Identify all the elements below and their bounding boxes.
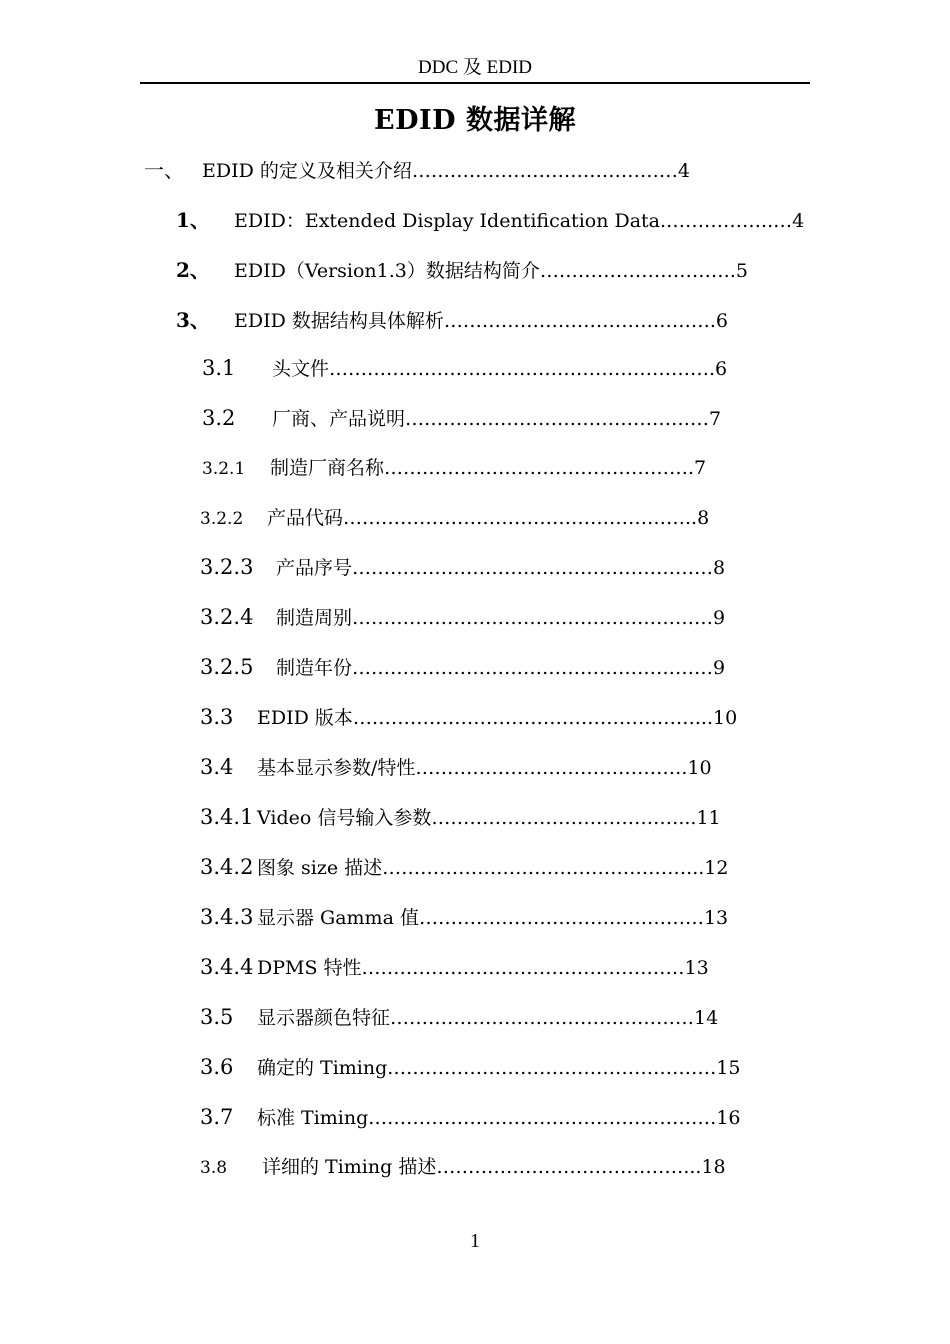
toc-entry[interactable]: [200, 506, 709, 531]
toc-entry-number: 3.2.5: [200, 655, 254, 679]
toc-entry-text: 详细的 Timing 描述…………………………………...18: [262, 1156, 726, 1178]
toc-entry-text: 图象 size 描述…………………………………………...12: [257, 857, 729, 879]
toc-entry-text: 厂商、产品说明…………………………………………7: [272, 408, 722, 430]
toc-entry-number: 3.7: [200, 1105, 234, 1129]
toc-entry-number: 3.4.4: [200, 955, 254, 979]
toc-entry[interactable]: [200, 1105, 741, 1130]
toc-entry-number: 3.4.1: [200, 805, 254, 829]
toc-entry[interactable]: [200, 1155, 726, 1180]
toc-entry-text: EDID 版本………………………………………………...10: [257, 707, 738, 729]
toc-entry-number: 3.2: [202, 406, 236, 430]
toc-entry-number: 3.2.3: [200, 555, 254, 579]
toc-entry-text: 产品序号…………………………………………………8: [276, 557, 726, 579]
toc-entry[interactable]: [202, 456, 706, 481]
toc-entry[interactable]: [202, 356, 727, 381]
toc-entry-text: 基本显示参数/特性…………………………………….10: [257, 757, 712, 779]
toc-entry-number: 3.4: [200, 755, 234, 779]
toc-entry-text: 制造年份…………………………………………………9: [276, 657, 726, 679]
toc-entry[interactable]: [144, 158, 690, 183]
toc-entry-number: 1、: [176, 208, 210, 232]
toc-entry-number: 3.6: [200, 1055, 234, 1079]
toc-entry-text: 确定的 Timing.……………………………………………15: [257, 1057, 741, 1079]
toc-entry-number: 3.4.2: [200, 855, 254, 879]
toc-entry-number: 3.1: [202, 356, 236, 380]
toc-entry[interactable]: [200, 705, 737, 730]
toc-entry-text: EDID 数据结构具体解析…………………………………….6: [234, 310, 729, 332]
toc-entry[interactable]: [202, 406, 721, 431]
toc-entry-number: 3.8: [200, 1158, 228, 1178]
toc-entry[interactable]: [200, 1055, 741, 1080]
toc-entry-number: 3.2.1: [202, 459, 246, 479]
toc-entry-text: 显示器 Gamma 值………………………………………13: [257, 907, 729, 929]
toc-entry-number: 3.3: [200, 705, 234, 729]
toc-entry[interactable]: [200, 605, 725, 630]
toc-entry-number: 2、: [176, 258, 210, 282]
toc-entry-text: EDID：Extended Display Identification Data.……………..…4: [234, 210, 805, 232]
toc-entry-text: 制造厂商名称………………………………………….7: [270, 457, 707, 479]
toc-entry[interactable]: [200, 905, 728, 930]
toc-entry-text: DPMS 特性……………………………………………13: [257, 957, 709, 979]
toc-entry[interactable]: [200, 955, 709, 980]
toc-entry-number: 3.2.2: [200, 509, 244, 529]
toc-entry-text: 制造周别…………………………………………………9: [276, 607, 726, 629]
toc-entry[interactable]: [200, 755, 712, 780]
toc-entry-text: EDID（Version1.3）数据结构简介………………………….5: [234, 260, 748, 282]
toc-entry[interactable]: [176, 208, 804, 233]
header-text: DDC 及 EDID: [418, 57, 532, 78]
toc-entry[interactable]: [176, 258, 748, 283]
toc-entry-text: EDID 的定义及相关介绍……………………………………4: [202, 160, 690, 182]
document-title: EDID 数据详解: [374, 105, 576, 136]
toc-entry-text: 标准 Timing.………………………………………………16: [257, 1107, 741, 1129]
toc-entry-text: 头文件…………………………………………………….6: [272, 358, 728, 380]
toc-entry-text: 显示器颜色特征…………………………………………14: [257, 1007, 719, 1029]
toc-entry-number: 3、: [176, 308, 210, 332]
toc-entry-number: 一、: [144, 158, 184, 182]
toc-entry[interactable]: [200, 655, 725, 680]
toc-entry[interactable]: [176, 308, 728, 333]
page-number: 1: [470, 1230, 480, 1252]
header-divider: [140, 82, 810, 84]
toc-entry-text: Video 信号输入参数…………………………………...11: [257, 807, 721, 829]
toc-entry-number: 3.4.3: [200, 905, 254, 929]
toc-entry-number: 3.5: [200, 1005, 234, 1029]
toc-entry[interactable]: [200, 855, 728, 880]
toc-entry[interactable]: [200, 1005, 718, 1030]
toc-entry[interactable]: [200, 555, 725, 580]
toc-entry-text: 产品代码………………………………………………..8: [267, 507, 710, 529]
toc-entry-number: 3.2.4: [200, 605, 254, 629]
toc-entry[interactable]: [200, 805, 721, 830]
